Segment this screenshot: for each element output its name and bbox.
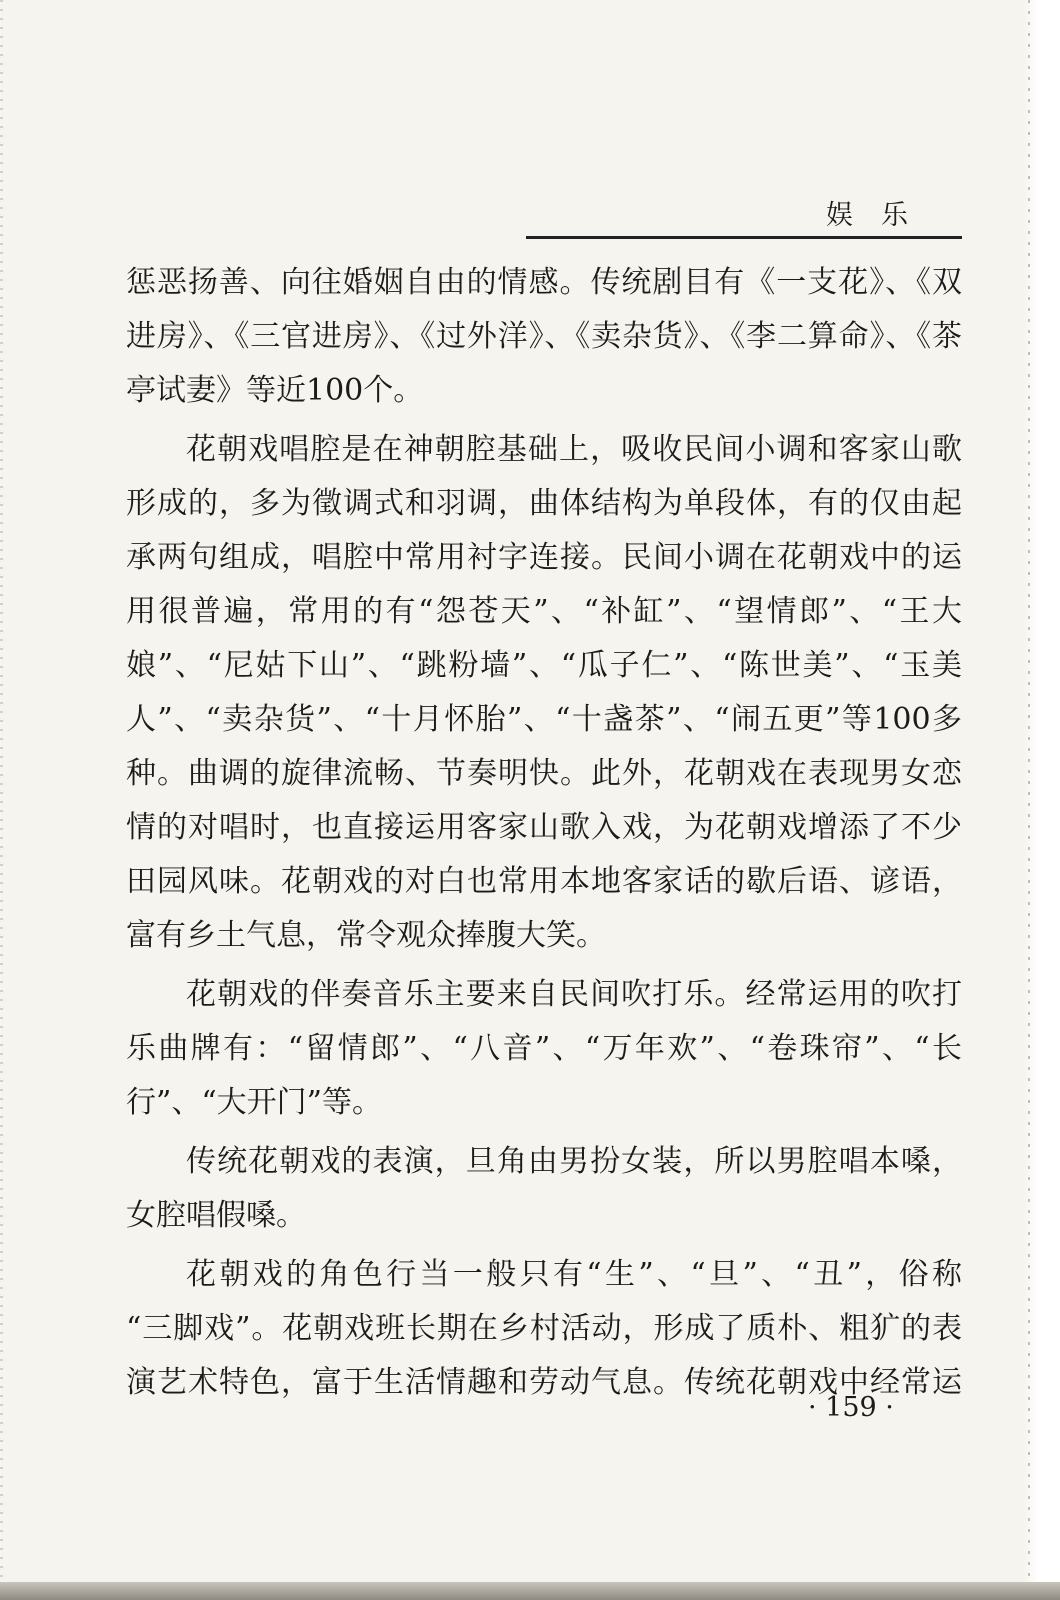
body-text — [126, 256, 962, 1410]
text-line: 乐曲牌有：“留情郎”、“八音”、“万年欢”、“卷珠帘”、“长 — [126, 1031, 962, 1066]
text-line: 女腔唱假嗓。 — [126, 1198, 306, 1233]
text-line: 行”、“大开门”等。 — [126, 1085, 383, 1120]
text-line: 花朝戏的伴奏音乐主要来自民间吹打乐。经常运用的吹打 — [186, 977, 962, 1012]
text-line: 演艺术特色，富于生活情趣和劳动气息。传统花朝戏中经常运 — [126, 1365, 962, 1400]
text-line: 人”、“卖杂货”、“十月怀胎”、“十盏茶”、“闹五更”等100多 — [126, 702, 962, 737]
text-line: 娘”、“尼姑下山”、“跳粉墙”、“瓜子仁”、“陈世美”、“玉美 — [126, 648, 962, 683]
page-left-edge — [0, 0, 3, 1600]
text-line: 花朝戏的角色行当一般只有“生”、“旦”、“丑”，俗称 — [186, 1257, 962, 1292]
page-number: · 159 · — [808, 1392, 894, 1423]
header-rule — [526, 236, 962, 239]
page-bottom-shadow — [0, 1582, 1060, 1600]
text-line: 惩恶扬善、向往婚姻自由的情感。传统剧目有《一支花》、《双 — [126, 265, 962, 300]
text-line: 用很普遍，常用的有“怨苍天”、“补缸”、“望情郎”、“王大 — [126, 594, 962, 629]
running-head: 娱乐 — [826, 200, 936, 231]
text-line: 富有乡土气息，常令观众捧腹大笑。 — [126, 918, 606, 953]
text-line: 亭试妻》等近100个。 — [126, 373, 424, 408]
text-line: 传统花朝戏的表演，旦角由男扮女装，所以男腔唱本嗓， — [186, 1144, 962, 1179]
text-line: 田园风味。花朝戏的对白也常用本地客家话的歇后语、谚语， — [126, 864, 962, 899]
text-line: 花朝戏唱腔是在神朝腔基础上，吸收民间小调和客家山歌 — [186, 432, 962, 467]
text-line: 情的对唱时，也直接运用客家山歌入戏，为花朝戏增添了不少 — [126, 810, 962, 845]
text-line: “三脚戏”。花朝戏班长期在乡村活动，形成了质朴、粗犷的表 — [126, 1311, 962, 1346]
text-line: 形成的，多为徵调式和羽调，曲体结构为单段体，有的仅由起 — [126, 486, 962, 521]
text-line: 进房》、《三官进房》、《过外洋》、《卖杂货》、《李二算命》、《茶 — [126, 319, 962, 354]
text-line: 种。曲调的旋律流畅、节奏明快。此外，花朝戏在表现男女恋 — [126, 756, 962, 791]
page-right-edge — [1024, 0, 1060, 1600]
text-line: 承两句组成，唱腔中常用衬字连接。民间小调在花朝戏中的运 — [126, 540, 962, 575]
